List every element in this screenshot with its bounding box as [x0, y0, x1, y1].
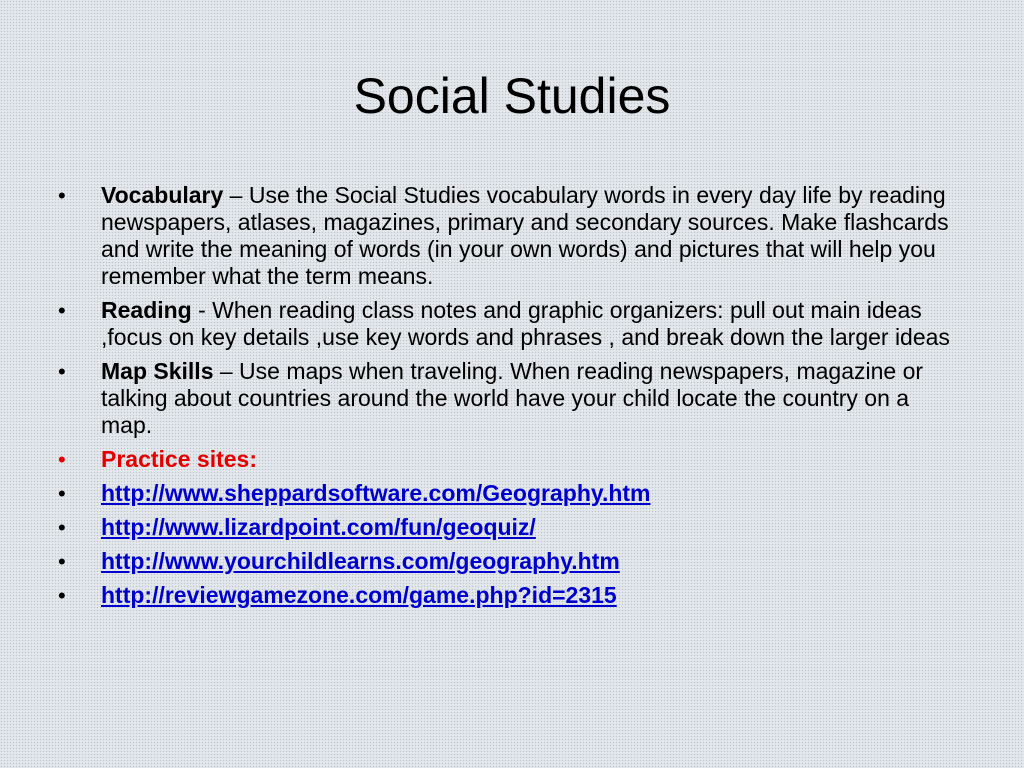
bullet-item-link-reviewgamezone	[58, 582, 963, 609]
bullet-item-map-skills	[58, 358, 963, 439]
bullet-item-vocabulary	[58, 182, 963, 290]
bullet-item-link-sheppard	[58, 480, 963, 507]
bullet-icon: •	[58, 481, 66, 506]
term-vocabulary: Vocabulary	[101, 182, 224, 208]
reading-description: - When reading class notes and graphic organizers: pull out main ideas ,focus on key details ,use key words and phrases , and break down the larger ideas	[101, 297, 950, 350]
bullet-item-reading	[58, 297, 963, 351]
bullet-icon: •	[58, 515, 66, 540]
bullet-item-practice-sites	[58, 446, 963, 473]
map-skills-description: – Use maps when traveling. When reading newspapers, magazine or talking about countries around the world have your child locate the country on a map.	[101, 358, 924, 438]
bullet-icon: •	[58, 183, 66, 208]
bullet-icon: •	[58, 298, 66, 323]
bullet-icon: •	[58, 447, 66, 472]
bullet-icon: •	[58, 583, 66, 608]
term-map-skills: Map Skills	[101, 358, 214, 384]
link-lizardpoint[interactable]: http://www.lizardpoint.com/fun/geoquiz/	[101, 514, 536, 540]
link-sheppardsoftware[interactable]: http://www.sheppardsoftware.com/Geography.htm	[101, 480, 651, 506]
bullet-item-link-yourchildlearns	[58, 548, 963, 575]
link-yourchildlearns[interactable]: http://www.yourchildlearns.com/geography.htm	[101, 548, 620, 574]
bullet-icon: •	[58, 359, 66, 384]
term-reading: Reading	[101, 297, 192, 323]
practice-sites-label: Practice sites:	[101, 446, 257, 472]
link-reviewgamezone[interactable]: http://reviewgamezone.com/game.php?id=2315	[101, 582, 617, 608]
bullet-item-link-lizardpoint	[58, 514, 963, 541]
vocabulary-description: – Use the Social Studies vocabulary words in every day life by reading newspapers, atlases, magazines, primary and secondary sources. Make flashcards and write the meaning of words (in your own words) and pictures that will help you remember what the term means.	[101, 182, 949, 289]
slide-title: Social Studies	[353, 68, 671, 124]
bullet-list	[58, 182, 963, 616]
bullet-icon: •	[58, 549, 66, 574]
